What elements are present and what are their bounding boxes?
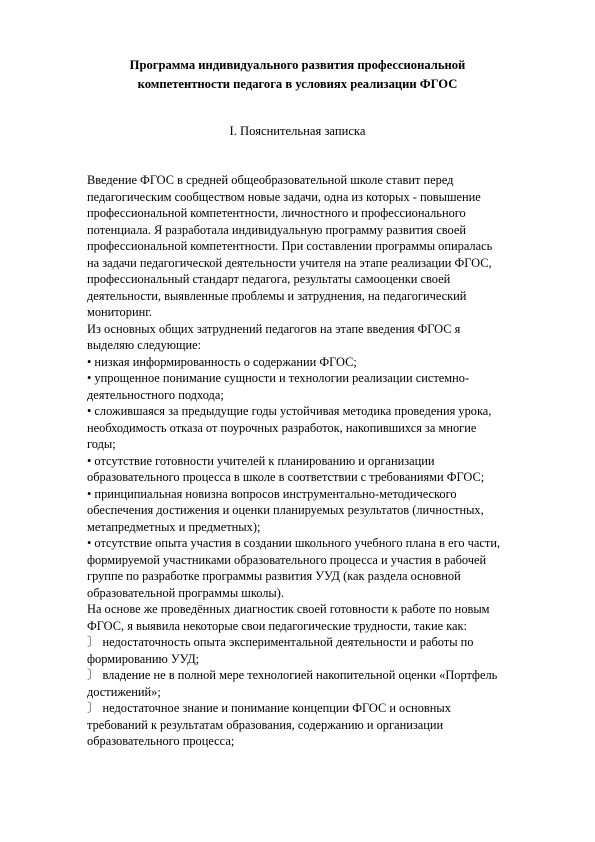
text-line: профессиональной компетентности. При составлении программы опиралась — [87, 239, 493, 253]
text-line: образовательного процесса в школе в соответствии с требованиями ФГОС; — [87, 470, 485, 484]
text-line: формируемой участниками образовательного процесса и участия в рабочей — [87, 552, 487, 567]
text-line: На основе же проведённых диагностик своей готовности к работе по новым — [87, 602, 490, 616]
text-line: мониторинг. — [87, 305, 152, 319]
text-line: 〕 владение не в полной мере технологией накопительной оценки «Портфель — [87, 668, 498, 682]
text-line: годы; — [87, 437, 116, 451]
text-line: профессиональной компетентности, личностного и профессионального — [87, 206, 466, 220]
text-line: 〕 недостаточность опыта экспериментальной деятельности и работы по — [87, 635, 474, 649]
document-title — [60, 56, 535, 93]
text-line: группе по разработке программы развития УУД (как раздела основной — [87, 569, 461, 583]
document-body — [87, 172, 557, 750]
text-line: Введение ФГОС в средней общеобразовательной школе ставит перед — [87, 173, 454, 187]
section-heading: I. Пояснительная записка — [229, 124, 366, 138]
text-line: выделяю следующие: — [87, 338, 202, 352]
text-line: образовательного процесса; — [87, 734, 235, 748]
title-line: Программа индивидуального развития профессиональной — [129, 58, 466, 72]
text-line: обеспечения достижения и оценки планируемых результатов (личностных, — [87, 503, 484, 517]
text-line: требований к результатам образования, содержанию и организации — [87, 717, 444, 732]
text-line: Из основных общих затруднений педагогов на этапе введения ФГОС я — [87, 321, 461, 336]
text-line: образовательной программы школы). — [87, 585, 284, 600]
text-line: • сложившаяся за предыдущие годы устойчивая методика проведения урока, — [87, 404, 492, 418]
text-line: потенциала. Я разработала индивидуальную программу развития своей — [87, 222, 466, 237]
text-line: 〕 недостаточное знание и понимание концепции ФГОС и основных — [87, 701, 451, 715]
text-line: • отсутствие опыта участия в создании школьного учебного плана в его части, — [87, 536, 501, 550]
text-line: • упрощенное понимание сущности и технологии реализации системно- — [87, 371, 470, 385]
text-line: педагогическим сообществом новые задачи, одна из которых - повышение — [87, 189, 481, 204]
text-line: • принципиальная новизна вопросов инструментально-методического — [87, 486, 457, 501]
text-line: • отсутствие готовности учителей к планированию и организации — [87, 453, 435, 468]
text-line: профессиональный стандарт педагога, результаты самооценки своей — [87, 272, 451, 286]
text-line: на задачи педагогической деятельности учителя на этапе реализации ФГОС, — [87, 255, 492, 270]
text-line: необходимость отказа от поурочных разработок, накопившихся за многие — [87, 420, 477, 435]
text-line: деятельностного подхода; — [87, 387, 224, 402]
text-line: ФГОС, я выявила некоторые свои педагогические трудности, такие как: — [87, 618, 467, 633]
text-line: деятельности, выявленные проблемы и затруднения, на педагогический — [87, 288, 467, 303]
text-line: достижений»; — [87, 684, 161, 699]
text-line: • низкая информированность о содержании ФГОС; — [87, 354, 357, 369]
title-line: компетентности педагога в условиях реализации ФГОС — [137, 76, 458, 91]
text-line: формированию УУД; — [87, 651, 200, 666]
text-line: метапредметных и предметных); — [87, 519, 261, 534]
